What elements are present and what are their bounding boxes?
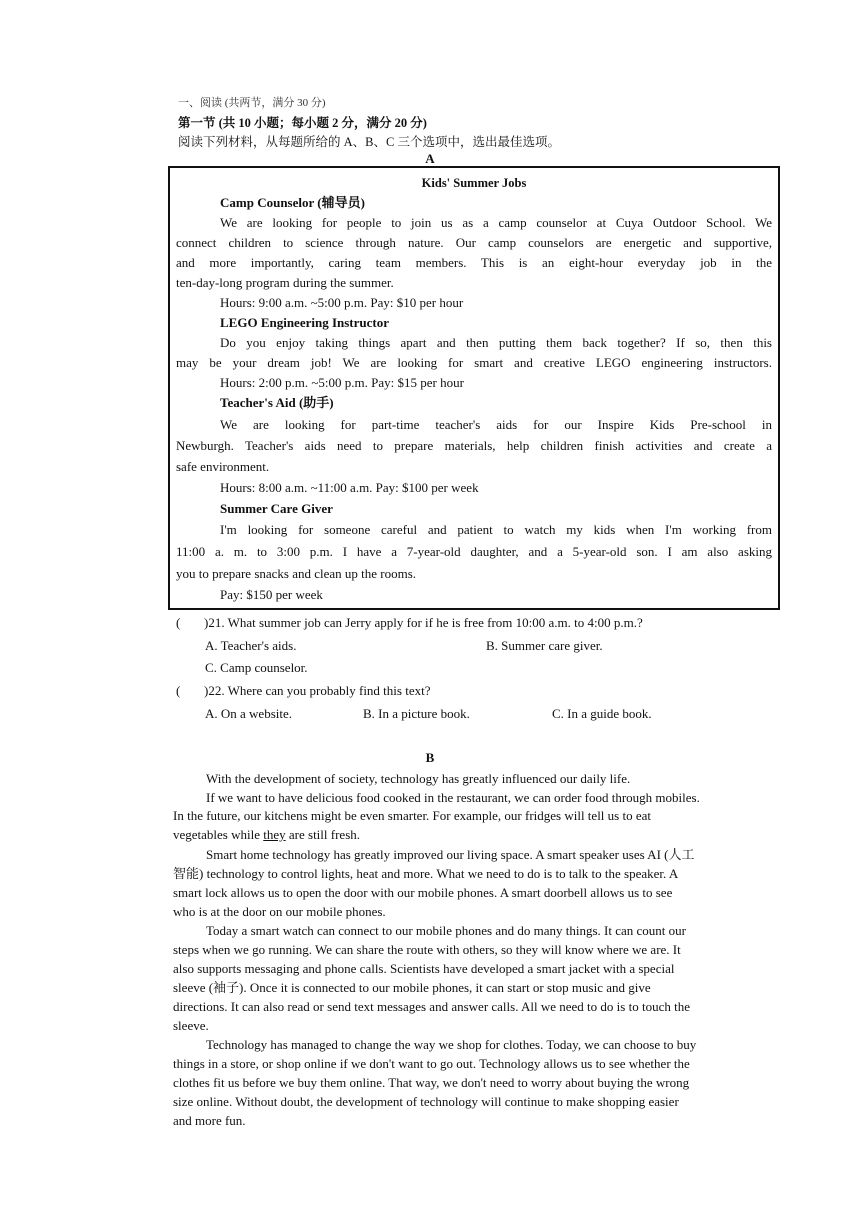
option-22-c[interactable]: C. In a guide book.	[552, 706, 652, 721]
job-desc-line: connect children to science through nature. Our camp counselors are energetic and supportive,	[176, 235, 772, 250]
job-info: Hours: 2:00 p.m. ~5:00 p.m. Pay: $15 per hour	[220, 375, 464, 390]
job-desc-line: and more importantly, caring team members. This is an eight-hour everyday job in the	[176, 255, 772, 270]
job-title-camp-counselor: Camp Counselor (辅导员)	[220, 195, 365, 210]
option-21-c[interactable]: C. Camp counselor.	[205, 660, 308, 675]
passage-b-line: 智能) technology to control lights, heat and more. What we need to do is to talk to the speaker. A	[173, 866, 679, 881]
job-desc-line: We are looking for people to join us as a camp counselor at Cuya Outdoor School. We	[220, 215, 772, 230]
job-desc-line: may be your dream job! We are looking for smart and creative LEGO engineering instructors.	[176, 355, 772, 370]
option-21-a[interactable]: A. Teacher's aids.	[205, 638, 297, 653]
passage-b-line: clothes fit us before we buy them online. That way, we don't need to worry about buying the wrong	[173, 1075, 690, 1090]
job-desc-line: you to prepare snacks and clean up the rooms.	[176, 566, 417, 581]
passage-b-line: Today a smart watch can connect to our mobile phones and do many things. It can count our	[206, 923, 686, 938]
passage-b-line: size online. Without doubt, the development of technology will continue to make shopping easier	[173, 1094, 679, 1109]
job-desc-line: I'm looking for someone careful and patient to watch my kids when I'm working from	[220, 522, 772, 537]
passage-a-title: Kids' Summer Jobs	[421, 176, 527, 190]
job-title-teachers-aid: Teacher's Aid (助手)	[220, 395, 334, 410]
answer-bracket-21[interactable]: (	[176, 615, 181, 630]
passage-b-line: If we want to have delicious food cooked in the restaurant, we can order food through mobiles.	[206, 790, 700, 805]
passage-b-line: In the future, our kitchens might be even smarter. For example, our fridges will tell us to eat	[173, 808, 651, 823]
underlined-word-they: they	[263, 827, 286, 842]
job-desc-line: ten-day-long program during the summer.	[176, 275, 394, 290]
passage-b-line: directions. It can also read or send text messages and answer calls. All we need to do is to touch the	[173, 999, 690, 1014]
passage-b-line: vegetables while they are still fresh.	[173, 827, 361, 842]
passage-b-label: B	[425, 750, 435, 765]
job-info: Hours: 9:00 a.m. ~5:00 p.m. Pay: $10 per hour	[220, 295, 464, 310]
part-heading: 第一节 (共 10 小题；每小题 2 分，满分 20 分)	[178, 116, 427, 130]
option-21-b[interactable]: B. Summer care giver.	[486, 638, 603, 653]
section-heading: 一、阅读 (共两节，满分 30 分)	[178, 97, 326, 109]
passage-b-line: who is at the door on our mobile phones.	[173, 904, 386, 919]
passage-a-label: A	[425, 151, 435, 166]
passage-b-line: Smart home technology has greatly improved our living space. A smart speaker uses AI (人工	[206, 847, 695, 862]
job-title-summer-care-giver: Summer Care Giver	[220, 501, 333, 516]
job-info: Hours: 8:00 a.m. ~11:00 a.m. Pay: $100 per week	[220, 480, 479, 495]
job-info: Pay: $150 per week	[220, 587, 323, 602]
passage-b-line: steps when we go running. We can share the route with others, so they will know where we are. It	[173, 942, 681, 957]
option-22-b[interactable]: B. In a picture book.	[363, 706, 470, 721]
option-22-a[interactable]: A. On a website.	[205, 706, 293, 721]
passage-b-line: and more fun.	[173, 1113, 246, 1128]
question-22: )22. Where can you probably find this text?	[204, 683, 431, 698]
job-desc-line: Do you enjoy taking things apart and then putting them back together? If so, then this	[220, 335, 772, 350]
passage-b-line: Technology has managed to change the way we shop for clothes. Today, we can choose to buy	[206, 1037, 697, 1052]
job-desc-line: Newburgh. Teacher's aids need to prepare materials, help children finish activities and create a	[176, 438, 772, 453]
job-desc-line: We are looking for part-time teacher's aids for our Inspire Kids Pre-school in	[220, 417, 772, 432]
job-desc-line: 11:00 a. m. to 3:00 p.m. I have a 7-year-old daughter, and a 5-year-old son. I am also asking	[176, 544, 772, 559]
passage-b-line: smart lock allows us to open the door with our mobile phones. A smart doorbell allows us to see	[173, 885, 673, 900]
answer-bracket-22[interactable]: (	[176, 683, 181, 698]
passage-b-line: also supports messaging and phone calls. Scientists have developed a smart jacket with a special	[173, 961, 675, 976]
passage-b-line: With the development of society, technology has greatly influenced our daily life.	[206, 771, 631, 786]
job-title-lego-instructor: LEGO Engineering Instructor	[220, 315, 390, 330]
job-desc-line: safe environment.	[176, 459, 270, 474]
passage-b-line: sleeve (袖子). Once it is connected to our mobile phones, it can start or stop music and give	[173, 980, 651, 995]
passage-a-box	[168, 166, 780, 610]
instructions: 阅读下列材料，从每题所给的 A、B、C 三个选项中，选出最佳选项。	[178, 135, 560, 149]
passage-b-line: things in a store, or shop online if we don't want to go out. Technology allows us to see whether the	[173, 1056, 690, 1071]
question-21: )21. What summer job can Jerry apply for if he is free from 10:00 a.m. to 4:00 p.m.?	[204, 615, 643, 630]
passage-b-line: sleeve.	[173, 1018, 209, 1033]
